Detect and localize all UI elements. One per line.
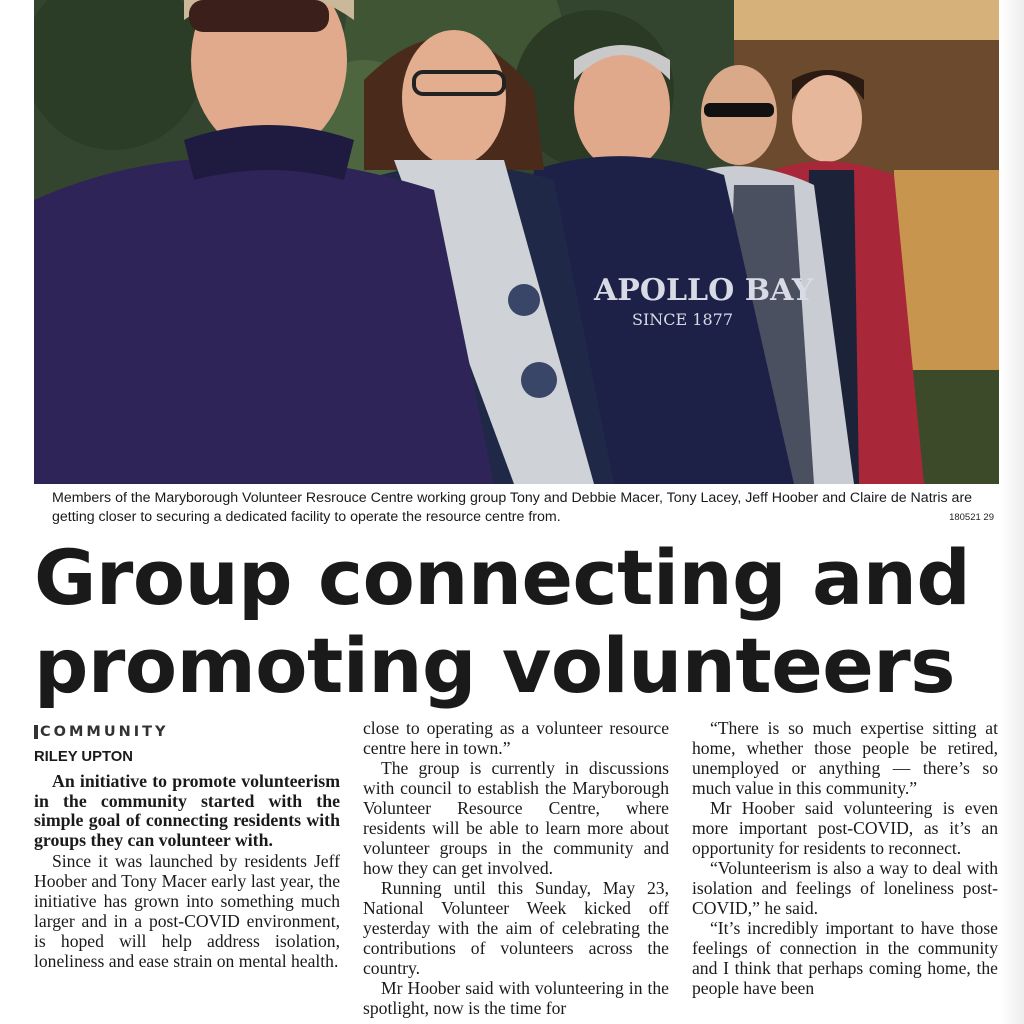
body-paragraph: “There is so much expertise sitting at home, whether those people be retired, unemployed or anything — there’s so much value in this community.”: [692, 718, 998, 798]
article-photo: [34, 0, 999, 484]
body-paragraph: “Volunteerism is also a way to deal with isolation and feelings of loneliness post-COVID,” he said.: [692, 858, 998, 918]
body-paragraph: close to operating as a volunteer resource centre here in town.”: [363, 718, 669, 758]
byline: RILEY UPTON: [34, 749, 133, 765]
article-column-2: [363, 718, 669, 1018]
standfirst: An initiative to promote volunteerism in the community started with the simple goal of connecting residents with groups they can volunteer with.: [34, 771, 340, 850]
kicker-bar: [34, 725, 38, 739]
photo-caption: Members of the Maryborough Volunteer Resrouce Centre working group Tony and Debbie Macer, Tony Lacey, Jeff Hoober and Claire de Natris are getting closer to securing a dedicated facility to operate the resource centre from.: [52, 490, 973, 525]
svg-text:SINCE 1877: SINCE 1877: [632, 310, 734, 329]
headline-line-2: promoting volunteers: [34, 621, 955, 710]
headline-line-1: Group connecting and: [34, 533, 971, 622]
page-edge-shadow: [1000, 0, 1024, 1024]
svg-text:APOLLO BAY: APOLLO BAY: [594, 273, 814, 308]
body-paragraph: “It’s incredibly important to have those feelings of connection in the community and I think that perhaps coming home, the people have been: [692, 918, 998, 998]
body-paragraph: Mr Hoober said with volunteering in the spotlight, now is the time for: [363, 978, 669, 1018]
photo-code: 180521 29: [949, 512, 994, 523]
body-paragraph: Since it was launched by residents Jeff Hoober and Tony Macer early last year, the initiative has grown into something much larger and in a post-COVID environment, is hoped will help address isolation, loneliness and ease strain on mental health.: [34, 851, 340, 971]
kicker-label: COMMUNITY: [40, 724, 169, 740]
body-paragraph: Running until this Sunday, May 23, National Volunteer Week kicked off yesterday with the aim of celebrating the contributions of volunteers across the country.: [363, 878, 669, 978]
article-column-3: [692, 718, 998, 998]
body-paragraph: Mr Hoober said volunteering is even more important post-COVID, as it’s an opportunity for residents to reconnect.: [692, 798, 998, 858]
article-column-1: [34, 718, 340, 971]
body-paragraph: The group is currently in discussions with council to establish the Maryborough Volunteer Resource Centre, where residents will be able to learn more about volunteer groups in the community and how they can get involved.: [363, 758, 669, 878]
section-kicker: [34, 718, 340, 746]
headline: [34, 534, 1014, 710]
